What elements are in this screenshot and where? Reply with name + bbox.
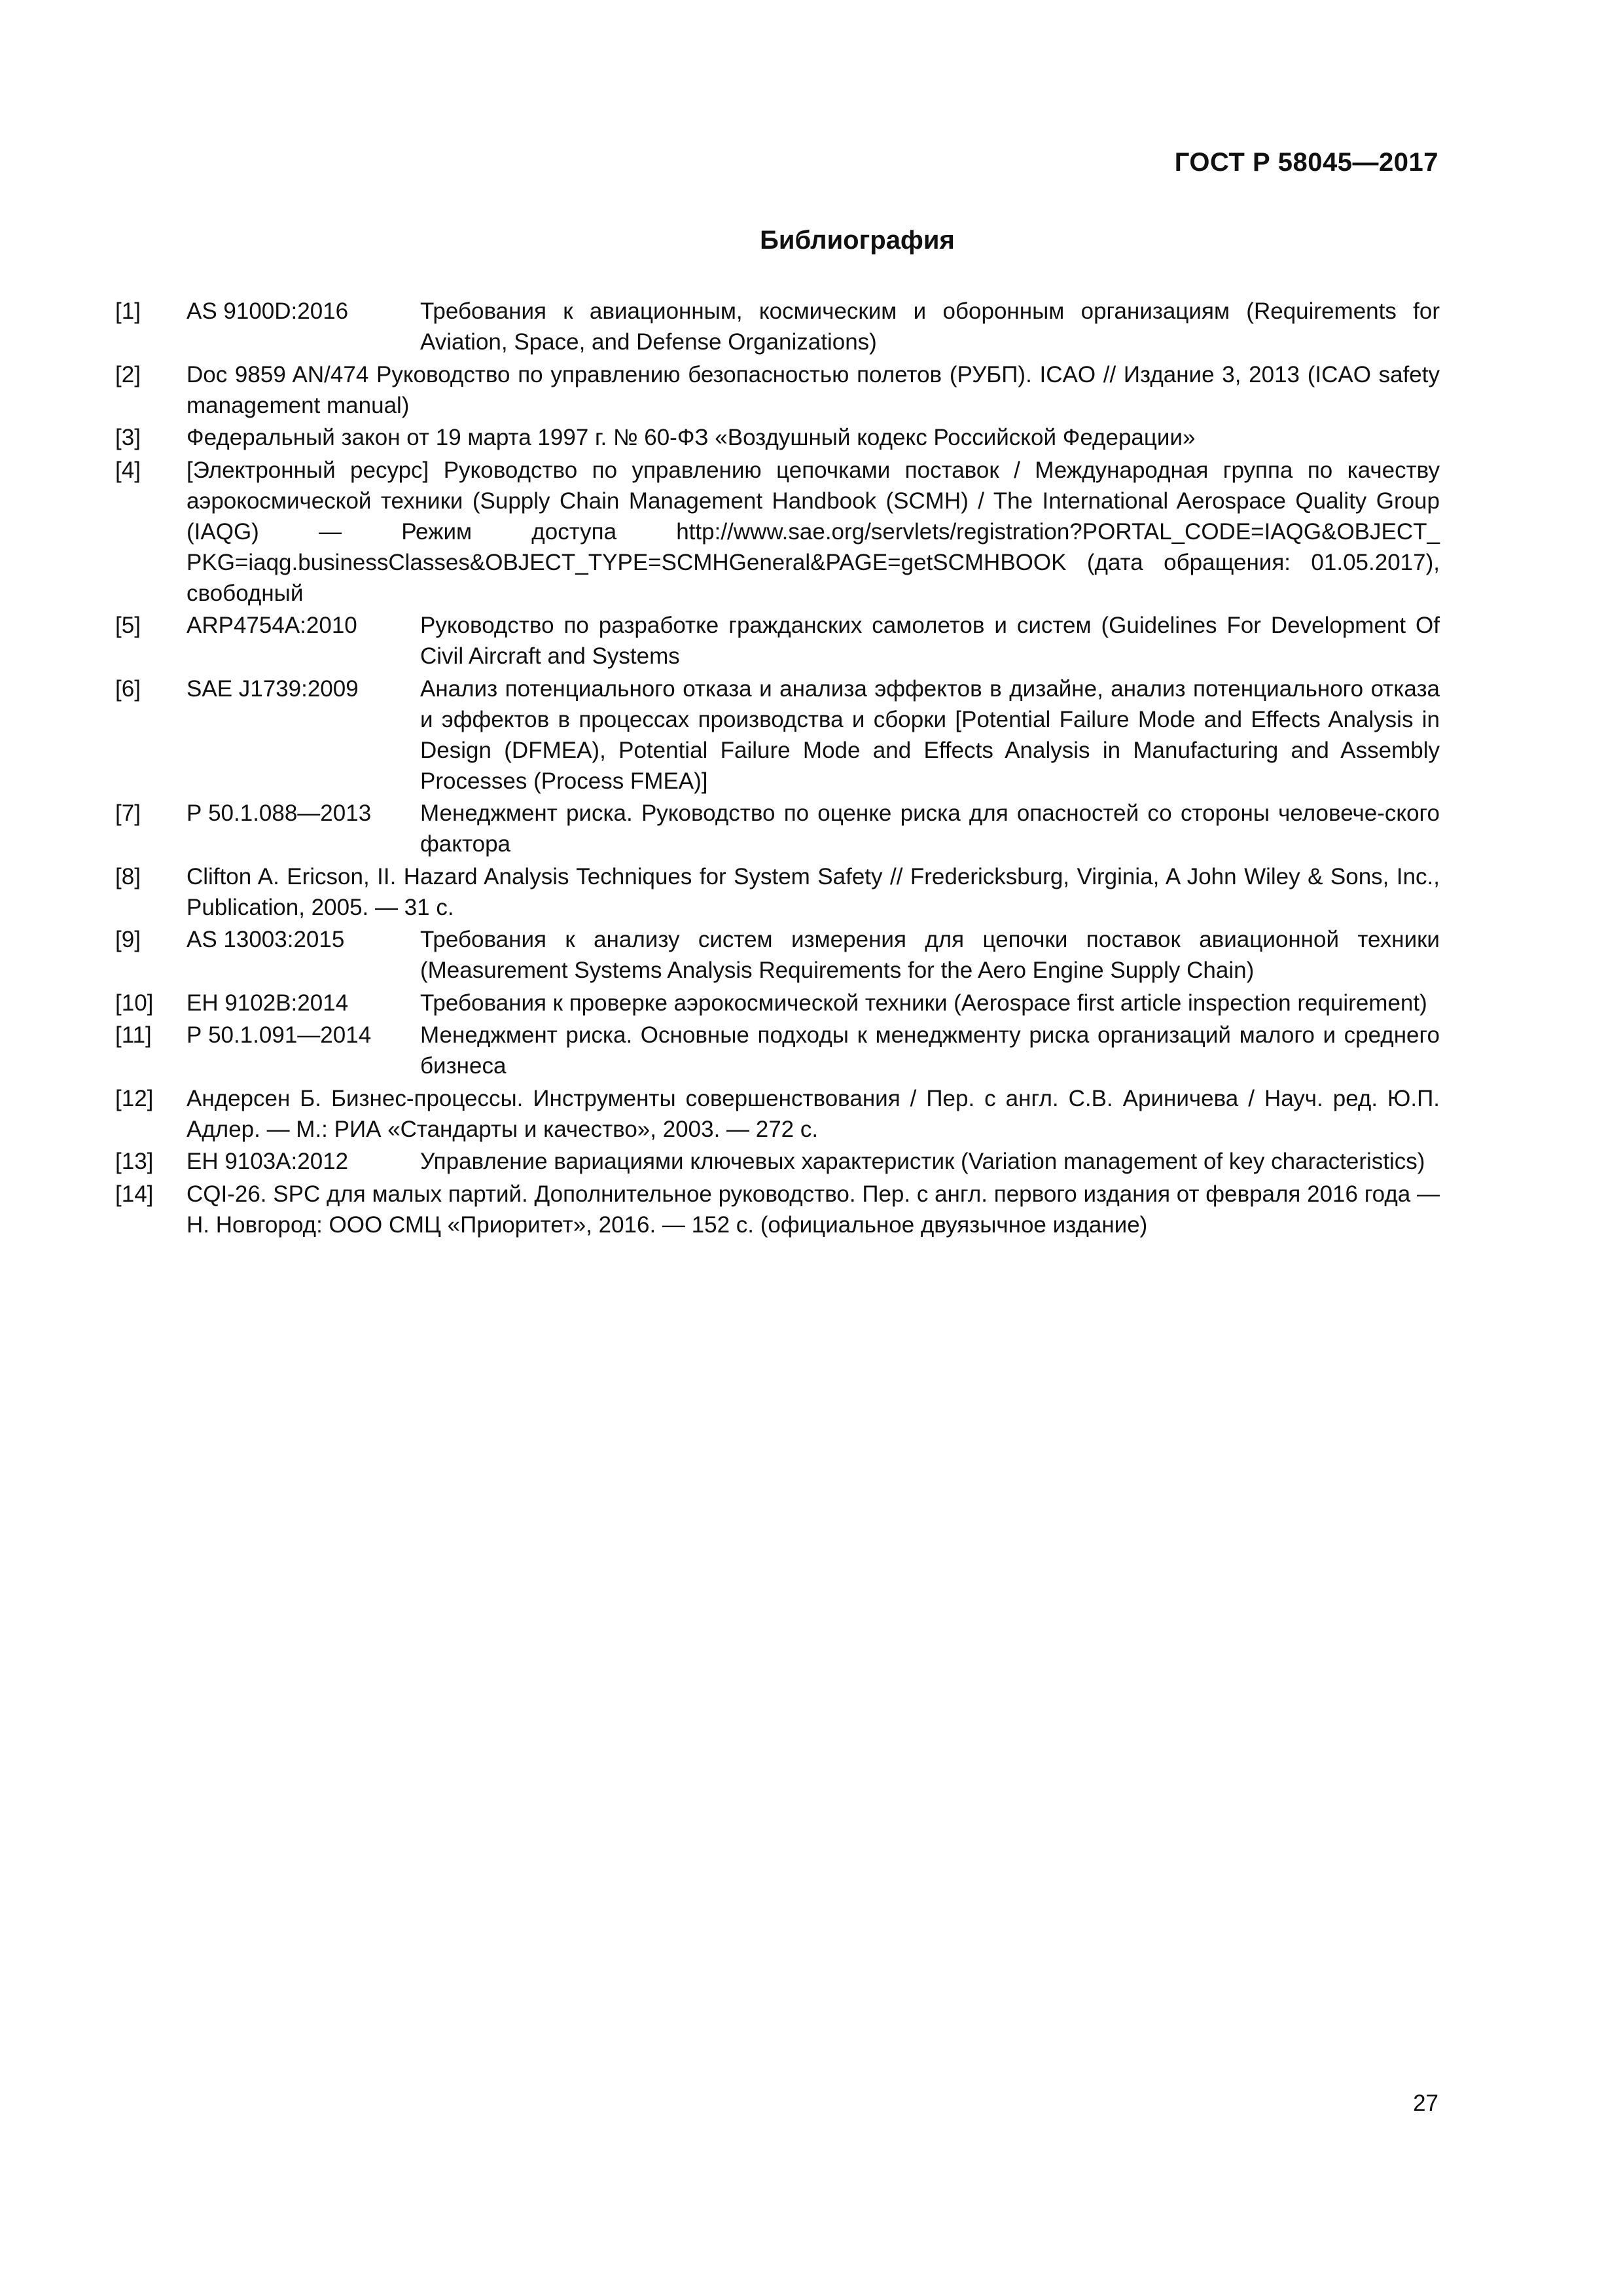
entry-number: [5]: [115, 613, 141, 638]
bibliography-entry: [115, 1179, 1440, 1240]
bibliography-entry: [115, 673, 1440, 797]
entry-identifier: ARP4754A:2010: [187, 613, 357, 638]
entry-text: [Электронный ресурс] Руководство по управлению цепочками поставок / Международная группа по качеству аэрокосмической техники (Supply Chain Management Handbook (SCMH) / The International Aerospace Quality Group (IAQG) — Режим доступа http://www.sae.org/servlets/registration?PORTAL_CODE=IAQG&OBJECT_ PKG=iaqg.businessClasses&OBJECT_TYPE=SCMHGeneral&PAGE=getSCMHBOOK (дата обращения: 01.05.2017), свободный: [187, 457, 1440, 606]
bibliography-entry: [115, 1146, 1440, 1177]
entry-number: [7]: [115, 800, 141, 826]
entry-description: Управление вариациями ключевых характеристик (Variation management of key characteristics): [420, 1149, 1425, 1174]
entry-number: [9]: [115, 927, 141, 952]
bibliography-entry: [115, 798, 1440, 859]
entry-identifier: AS 9100D:2016: [187, 298, 349, 324]
entry-description: Требования к проверке аэрокосмической техники (Aerospace first article inspection requirement): [420, 990, 1427, 1016]
bibliography-entry: [115, 455, 1440, 609]
page-title: Библиография: [760, 226, 955, 255]
document-code: ГОСТ Р 58045—2017: [1174, 148, 1438, 177]
entry-text: Андерсен Б. Бизнес-процессы. Инструменты совершенствования / Пер. с англ. С.В. Ариничева / Науч. ред. Ю.П. Адлер. — М.: РИА «Стандарты и качество», 2003. — 272 с.: [187, 1085, 1440, 1142]
bibliography-entry: [115, 988, 1440, 1018]
entry-number: [11]: [115, 1022, 152, 1048]
entry-number: [10]: [115, 990, 154, 1016]
bibliography-entry: [115, 1083, 1440, 1145]
entry-identifier: ЕН 9103А:2012: [187, 1149, 349, 1174]
entry-identifier: ЕН 9102В:2014: [187, 990, 349, 1016]
bibliography-entry: [115, 610, 1440, 672]
entry-identifier: Р 50.1.091—2014: [187, 1022, 372, 1048]
entry-text: CQI-26. SPC для малых партий. Дополнительное руководство. Пер. с англ. первого издания от февраля 2016 года — Н. Новгород: ООО СМЦ «Приоритет», 2016. — 152 с. (официальное двуязычное издание): [187, 1181, 1440, 1238]
bibliography-entry: [115, 359, 1440, 421]
entry-number: [1]: [115, 298, 141, 324]
entry-identifier: AS 13003:2015: [187, 927, 345, 952]
entry-number: [6]: [115, 675, 141, 702]
entry-description: Требования к анализу систем измерения для цепочки поставок авиационной техники (Measurement Systems Analysis Requirements for the Aero Engine Supply Chain): [420, 927, 1440, 983]
page-number: 27: [1413, 2090, 1438, 2116]
entry-text: Федеральный закон от 19 марта 1997 г. № 60-ФЗ «Воздушный кодекс Российской Федерации»: [187, 425, 1196, 450]
entry-number: [12]: [115, 1085, 154, 1111]
bibliography-entry: [115, 422, 1440, 453]
bibliography-entry: [115, 1020, 1440, 1081]
entry-identifier: SAE J1739:2009: [187, 675, 359, 702]
entry-description: Менеджмент риска. Руководство по оценке риска для опасностей со стороны человече-ского фактора: [420, 800, 1440, 857]
entry-identifier: Р 50.1.088—2013: [187, 800, 372, 826]
entry-number: [3]: [115, 425, 141, 450]
entry-text: Clifton A. Ericson, II. Hazard Analysis Techniques for System Safety // Fredericksburg, Virginia, A John Wiley & Sons, Inc., Publication, 2005. — 31 с.: [187, 863, 1440, 920]
entry-number: [14]: [115, 1181, 154, 1207]
bibliography-entry: [115, 924, 1440, 986]
entry-number: [2]: [115, 361, 141, 387]
bibliography-entry: [115, 861, 1440, 923]
bibliography-entry: [115, 296, 1440, 357]
entry-number: [8]: [115, 863, 141, 889]
entry-description: Требования к авиационным, космическим и оборонным организациям (Requirements for Aviation, Space, and Defense Organizations): [420, 298, 1440, 355]
bibliography-list: [115, 296, 1440, 1242]
entry-description: Менеджмент риска. Основные подходы к менеджменту риска организаций малого и среднего бизнеса: [420, 1022, 1440, 1079]
entry-text: Doc 9859 AN/474 Руководство по управлению безопасностью полетов (РУБП). ICAO // Издание 3, 2013 (ICAO safety management manual): [187, 361, 1440, 418]
entry-description: Анализ потенциального отказа и анализа эффектов в дизайне, анализ потенциального отказа и эффектов в процессах производства и сборки [Potential Failure Mode and Effects Analysis in Design (DFMEA), Potential Failure Mode and Effects Analysis in Manufacturing and Assembly Processes (Process FMEA)]: [420, 675, 1440, 794]
entry-number: [4]: [115, 457, 141, 483]
entry-description: Руководство по разработке гражданских самолетов и систем (Guidelines For Development Of Civil Aircraft and Systems: [420, 613, 1440, 669]
entry-number: [13]: [115, 1149, 154, 1174]
